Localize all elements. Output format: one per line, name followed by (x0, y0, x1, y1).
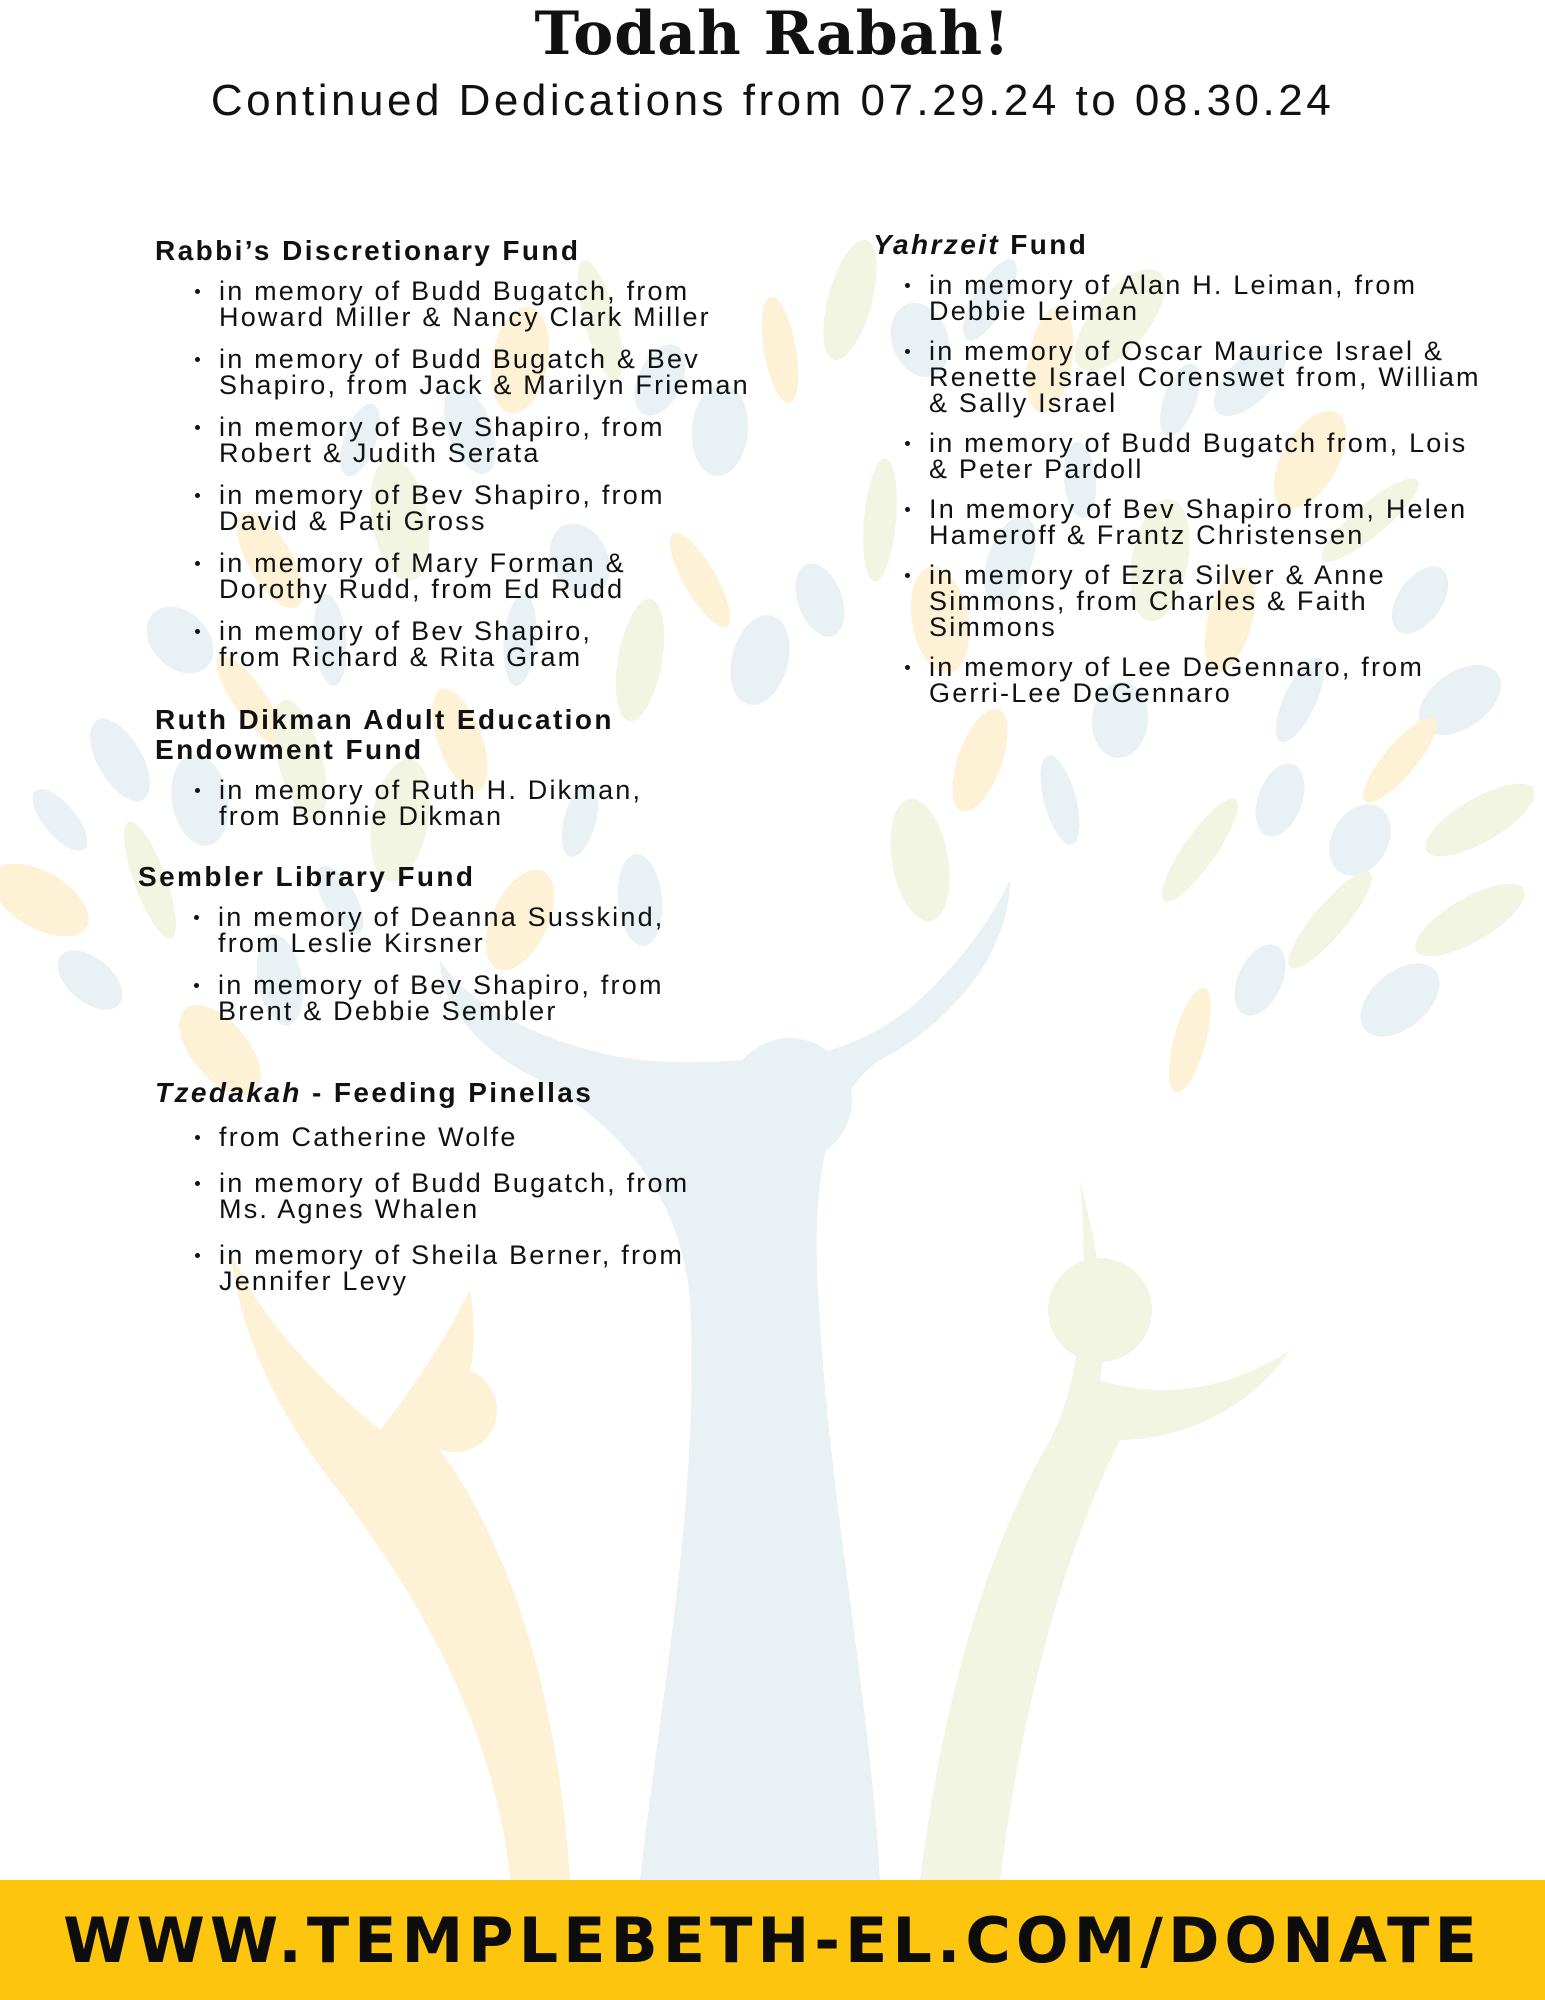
sembler-library-fund-section (138, 862, 858, 1024)
dedication-line: in memory of Mary Forman & (219, 548, 626, 578)
dedication-entry (865, 654, 1533, 706)
donate-url-link[interactable]: WWW.TEMPLEBETH-EL.COM/DONATE (63, 1903, 1482, 1977)
dedication-line: in memory of Bev Shapiro, (219, 616, 593, 646)
dedication-entry (865, 430, 1533, 482)
leaf-shape (1161, 984, 1220, 1097)
dedication-entry (155, 1170, 875, 1222)
dedication-entry (865, 272, 1533, 324)
dedication-line: in memory of Alan H. Leiman, from (929, 270, 1418, 300)
leaf-shape (1317, 793, 1403, 887)
dedication-line: in memory of Bev Shapiro, from (218, 970, 664, 1000)
dedication-entry (155, 1242, 875, 1294)
dedication-line: in memory of Ezra Silver & Anne (929, 560, 1386, 590)
leaf-shape (882, 794, 959, 926)
dedication-entry (155, 618, 855, 670)
dedication-line: In memory of Bev Shapiro from, Helen (929, 494, 1468, 524)
dedication-line: from Bonnie Dikman (219, 801, 504, 831)
dedication-line: Hameroff & Frantz Christensen (929, 520, 1365, 550)
page-subtitle: Continued Dedications from 07.29.24 to 08.30.24 (210, 76, 1335, 125)
ruth-dikman-fund-section (155, 705, 855, 829)
dedication-line: David & Pati Gross (219, 506, 487, 536)
dedication-line: Robert & Judith Serata (219, 438, 541, 468)
dedication-line: Dorothy Rudd, from Ed Rudd (219, 574, 625, 604)
fund-title (873, 230, 1533, 260)
dedication-line: & Peter Pardoll (929, 454, 1144, 484)
leaf-shape (1224, 936, 1296, 1023)
fund-title-italic: Tzedakah (155, 1077, 302, 1108)
dedication-line: Jennifer Levy (219, 1266, 409, 1296)
dedication-line: in memory of Budd Bugatch, from (219, 276, 690, 306)
dedication-line: in memory of Ruth H. Dikman, (219, 775, 643, 805)
dedication-list (155, 1124, 875, 1294)
left-figure (230, 1250, 570, 1880)
leaf-shape (1405, 870, 1534, 970)
dedication-line: Gerri-Lee DeGennaro (929, 678, 1232, 708)
donate-banner (0, 1880, 1545, 2000)
leaf-shape (1151, 790, 1248, 910)
dedication-line: in memory of Budd Bugatch, from (219, 1168, 690, 1198)
dedication-line: in memory of Lee DeGennaro, from (929, 652, 1425, 682)
fund-title-line-2: Endowment Fund (155, 734, 424, 765)
fund-title: Rabbi’s Discretionary Fund (155, 235, 581, 266)
page-title: Todah Rabah! (534, 0, 1011, 69)
leaf-shape (0, 849, 101, 951)
dedication-entry (155, 777, 855, 829)
right-figure-head (1048, 1258, 1152, 1362)
yahrzeit-fund-section (873, 230, 1533, 706)
leaf-shape (1246, 757, 1313, 843)
fund-title-italic: Yahrzeit (873, 229, 1001, 260)
dedication-line: in memory of Sheila Berner, from (219, 1240, 685, 1270)
fund-title-rest: Fund (1000, 229, 1089, 260)
dedication-entry (154, 972, 858, 1024)
dedication-line: in memory of Bev Shapiro, from (219, 480, 665, 510)
dedication-entry (865, 562, 1533, 640)
dedication-line: in memory of Budd Bugatch from, Lois (929, 428, 1468, 458)
leaf-shape (941, 702, 1019, 819)
fund-title: Sembler Library Fund (138, 861, 476, 892)
dedication-list (865, 272, 1533, 706)
leaf-shape (1415, 770, 1544, 870)
dedication-line: Simmons, from Charles & Faith (929, 586, 1368, 616)
leaf-shape (23, 781, 96, 860)
dedication-line: & Sally Israel (929, 388, 1118, 418)
leaf-shape (78, 709, 162, 811)
leaf-shape (1353, 708, 1447, 811)
dedication-line: Brent & Debbie Sembler (218, 996, 558, 1026)
dedication-entry (865, 338, 1533, 416)
dedication-line: Simmons (929, 612, 1057, 642)
dedication-line: in memory of Bev Shapiro, from (219, 412, 665, 442)
tzedakah-fund-section (155, 1078, 875, 1294)
dedication-entry (155, 1124, 875, 1150)
dedication-list (155, 278, 855, 670)
dedication-line: from Richard & Rita Gram (219, 642, 583, 672)
dedication-line: in memory of Deanna Susskind, (218, 902, 665, 932)
dedication-list (154, 904, 858, 1024)
leaf-shape (47, 939, 134, 1022)
dedication-entry (155, 482, 855, 534)
fund-title (155, 1078, 875, 1108)
dedication-line: from Leslie Kirsner (218, 928, 485, 958)
dedication-list (155, 777, 855, 829)
dedication-entry (155, 278, 855, 330)
leaf-shape (1033, 751, 1088, 848)
dedication-entry (154, 904, 858, 956)
dedication-line: Howard Miller & Nancy Clark Miller (219, 302, 711, 332)
fund-title-line-1: Ruth Dikman Adult Education (155, 704, 614, 735)
dedication-entry (155, 550, 855, 602)
dedication-entry (865, 496, 1533, 548)
dedication-entry (155, 346, 855, 398)
dedication-line: Ms. Agnes Whalen (219, 1194, 480, 1224)
dedication-entry (155, 414, 855, 466)
dedication-line: Shapiro, from Jack & Marilyn Frieman (219, 370, 750, 400)
fund-title-rest: - Feeding Pinellas (301, 1077, 594, 1108)
rabbis-discretionary-fund-section (155, 236, 855, 670)
dedication-line: Debbie Leiman (929, 296, 1140, 326)
left-figure-head (413, 1368, 497, 1452)
dedication-line: Renette Israel Corenswet from, William (929, 362, 1481, 392)
dedication-line: in memory of Budd Bugatch & Bev (219, 344, 700, 374)
dedication-line: in memory of Oscar Maurice Israel & (929, 336, 1445, 366)
dedication-line: from Catherine Wolfe (219, 1122, 518, 1152)
leaf-shape (1278, 862, 1382, 978)
leaf-shape (1347, 949, 1453, 1051)
